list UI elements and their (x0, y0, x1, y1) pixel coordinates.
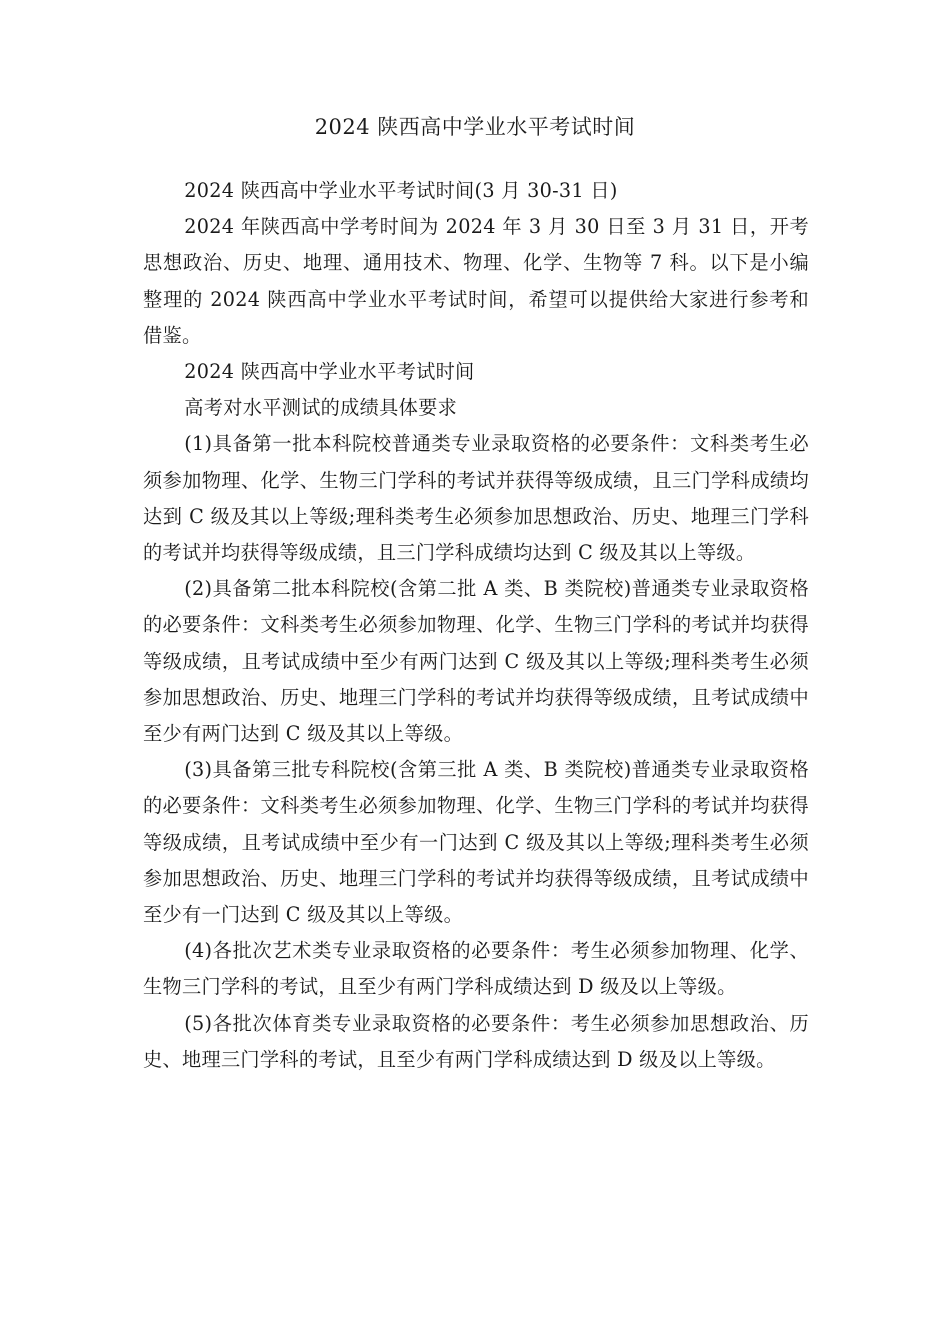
document-title: 2024 陕西高中学业水平考试时间 (314, 115, 636, 139)
requirement-paragraph-3: (3)具备第三批专科院校(含第三批 A 类、B 类院校)普通类专业录取资格的必要条件：文科类考生必须参加物理、化学、生物三门学科的考试并均获得等级成绩，且考试成绩中至少有一门达到 C 级及其以上等级;理科类考生必须参加思想政治、历史、地理三门学科的考试并均获得等级成绩，且考试成绩中至少有一门达到 C 级及其以上等级。 (143, 758, 809, 927)
document-body (143, 173, 809, 1078)
requirement-paragraph-2: (2)具备第二批本科院校(含第二批 A 类、B 类院校)普通类专业录取资格的必要条件：文科类考生必须参加物理、化学、生物三门学科的考试并均获得等级成绩，且考试成绩中至少有两门达到 C 级及其以上等级;理科类考生必须参加思想政治、历史、地理三门学科的考试并均获得等级成绩，且考试成绩中至少有两门达到 C 级及其以上等级。 (143, 577, 809, 746)
subtitle-paragraph: 2024 陕西高中学业水平考试时间(3 月 30-31 日) (184, 179, 618, 202)
section-heading-exam-time: 2024 陕西高中学业水平考试时间 (184, 360, 475, 384)
section-heading-requirements: 高考对水平测试的成绩具体要求 (184, 396, 458, 420)
intro-paragraph: 2024 年陕西高中学考时间为 2024 年 3 月 30 日至 3 月 31 日，开考思想政治、历史、地理、通用技术、物理、化学、生物等 7 科。以下是小编整理的 2024 陕西高中学业水平考试时间，希望可以提供给大家进行参考和借鉴。 (143, 215, 809, 347)
requirement-paragraph-1: (1)具备第一批本科院校普通类专业录取资格的必要条件：文科类考生必须参加物理、化学、生物三门学科的考试并获得等级成绩，且三门学科成绩均达到 C 级及其以上等级;理科类考生必须参加思想政治、历史、地理三门学科的考试并均获得等级成绩，且三门学科成绩均达到 C 级及其以上等级。 (143, 432, 809, 565)
requirement-paragraph-4: (4)各批次艺术类专业录取资格的必要条件：考生必须参加物理、化学、生物三门学科的考试，且至少有两门学科成绩达到 D 级及以上等级。 (143, 939, 809, 999)
requirement-paragraph-5: (5)各批次体育类专业录取资格的必要条件：考生必须参加思想政治、历史、地理三门学科的考试，且至少有两门学科成绩达到 D 级及以上等级。 (143, 1011, 809, 1071)
